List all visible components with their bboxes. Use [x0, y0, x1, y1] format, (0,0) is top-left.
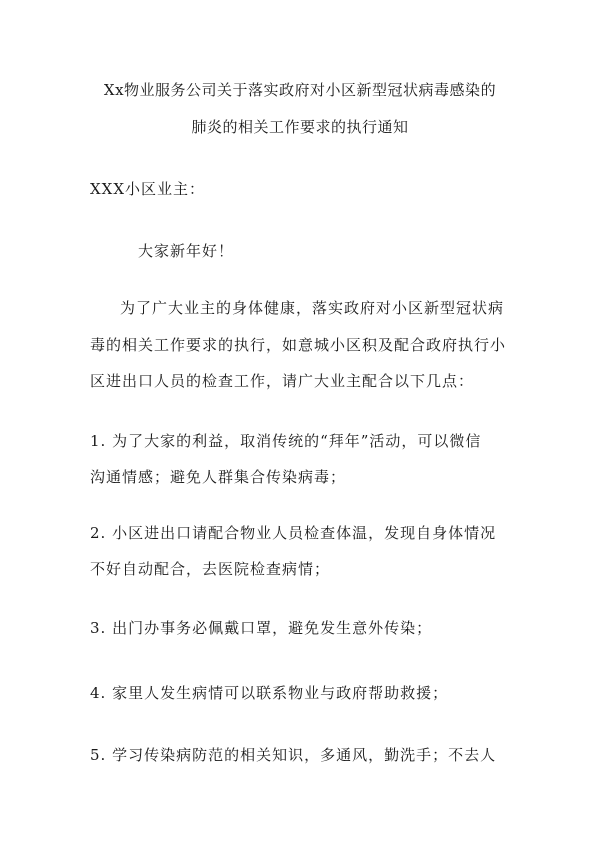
salutation: XXX小区业主： — [90, 180, 206, 198]
intro-line-2: 毒的相关工作要求的执行，如意城小区积及配合政府执行小 — [90, 336, 507, 354]
greeting: 大家新年好！ — [138, 242, 235, 260]
item-3-line-1: 3. 出门办事务必佩戴口罩，避免发生意外传染； — [90, 619, 433, 637]
intro-line-3: 区进出口人员的检查工作，请广大业主配合以下几点： — [90, 372, 475, 390]
document-title-line-2: 肺炎的相关工作要求的执行通知 — [191, 118, 409, 136]
item-2-line-1: 2. 小区进出口请配合物业人员检查体温，发现自身体情况 — [90, 524, 497, 542]
item-5-line-1: 5. 学习传染病防范的相关知识，多通风，勤洗手；不去人 — [90, 746, 497, 764]
document-title-line-1: Xx物业服务公司关于落实政府对小区新型冠状病毒感染的 — [103, 81, 497, 99]
item-2-line-2: 不好自动配合，去医院检查病情； — [90, 560, 331, 578]
item-4-line-1: 4. 家里人发生病情可以联系物业与政府帮助救援； — [90, 684, 449, 702]
item-1-line-2: 沟通情感；避免人群集合传染病毒； — [90, 468, 347, 486]
intro-line-1: 为了广大业主的身体健康，落实政府对小区新型冠状病 — [120, 299, 505, 317]
item-1-line-1: 1. 为了大家的利益，取消传统的“拜年”活动，可以微信 — [90, 432, 482, 450]
